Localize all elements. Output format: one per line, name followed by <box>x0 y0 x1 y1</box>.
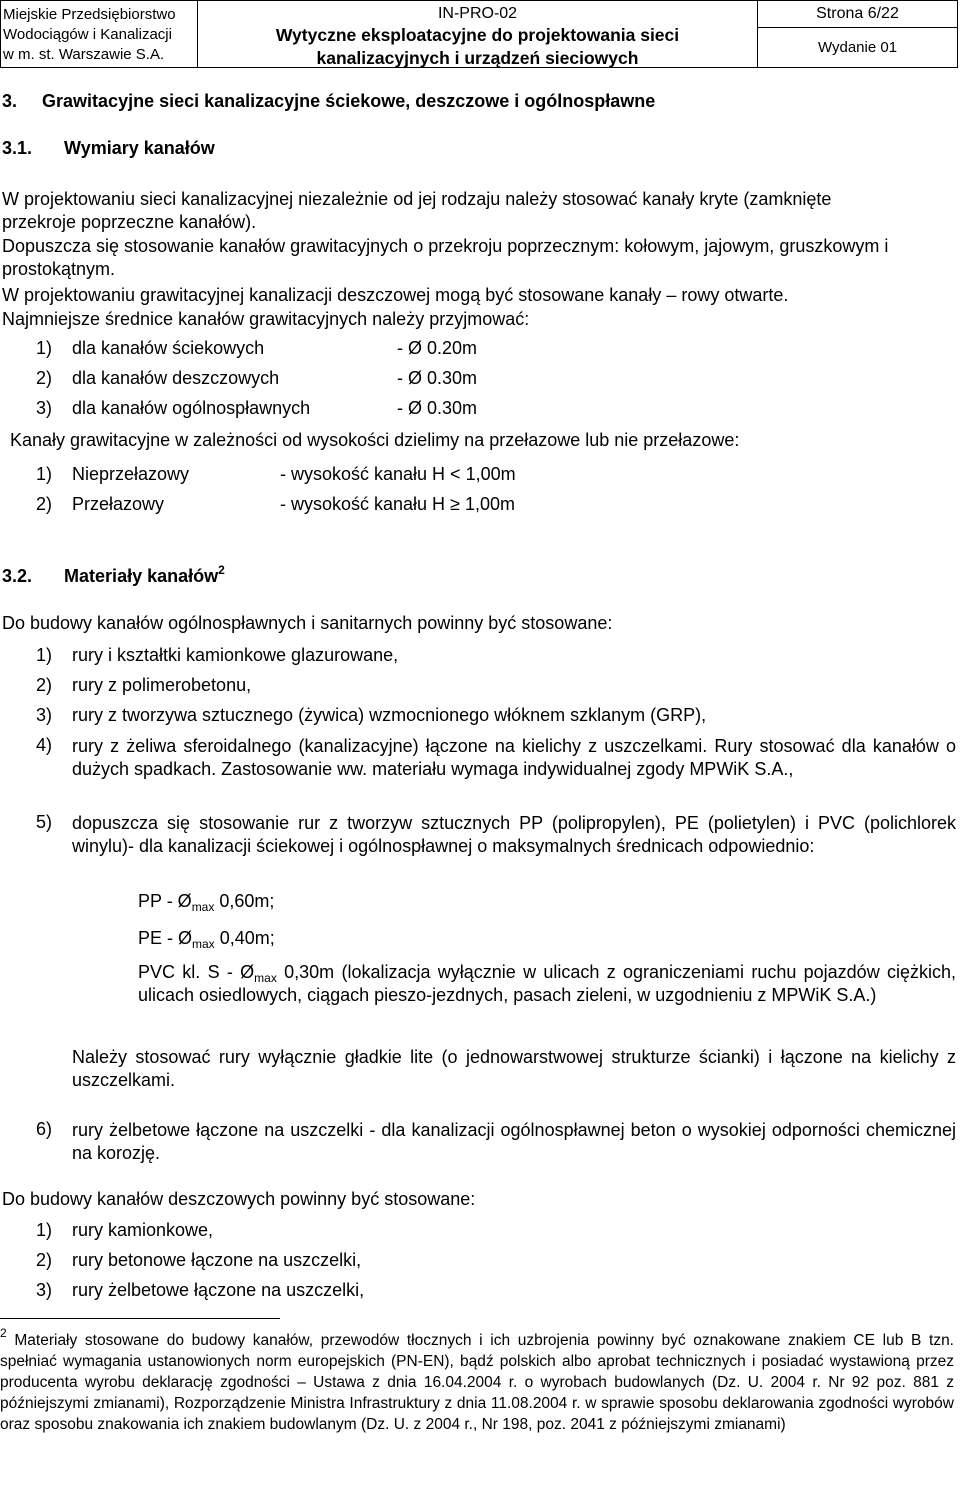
diameter-item-label: dla kanałów deszczowych <box>72 368 280 388</box>
type-item-num: 2) <box>36 494 53 514</box>
rain-item-num: 3) <box>36 1280 53 1300</box>
org-line-3: w m. st. Warszawie S.A. <box>3 46 165 63</box>
material-item-num: 4) <box>36 735 53 755</box>
rain-item-text: rury kamionkowe, <box>72 1220 214 1240</box>
diameter-item-num: 2) <box>36 368 53 388</box>
type-item-label: Przełazowy <box>72 494 165 514</box>
section-3-2-number: 3.2. <box>2 566 33 586</box>
material-item-text: rury z polimerobetonu, <box>72 675 252 695</box>
edition: Wydanie 01 <box>817 39 898 56</box>
material-item-text: dopuszcza się stosowanie rur z tworzyw sztucznych PP (polipropylen), PE (polietylen) i PVC (polichlorek winylu)- dla kanalizacji ściekowej i ogólnospławnej o maksymalnych średnicach odpowiednio: <box>72 813 956 856</box>
footnote-reference: 2 <box>218 563 225 577</box>
page-info-block <box>758 1 957 67</box>
material-item-num: 6) <box>36 1119 53 1139</box>
material-item-num: 1) <box>36 645 53 665</box>
material-item-text: rury z tworzywa sztucznego (żywica) wzmocnionego włóknem szklanym (GRP), <box>72 705 707 725</box>
rain-item-num: 2) <box>36 1250 53 1270</box>
paragraph-open-ditches: W projektowaniu grawitacyjnej kanalizacji deszczowej mogą być stosowane kanały – rowy otwarte. <box>2 285 789 305</box>
document-title-line-1: Wytyczne eksploatacyjne do projektowania sieci <box>275 25 680 45</box>
diameter-item-label: dla kanałów ogólnospławnych <box>72 398 311 418</box>
document-title <box>198 24 757 70</box>
material-item-text: rury z żeliwa sferoidalnego (kanalizacyjne) łączone na kielichy z uszczelkami. Rury stosować dla kanałów o dużych spadkach. Zastosowanie ww. materiału wymaga indywidualnej zgody MPWiK S.A., <box>72 736 956 779</box>
footnote-separator <box>0 1318 280 1319</box>
section-3-2-heading <box>2 563 225 587</box>
org-line-2: Wodociągów i Kanalizacji <box>3 26 172 43</box>
page-number: Strona 6/22 <box>816 5 899 22</box>
rain-item-text: rury żelbetowe łączone na uszczelki, <box>72 1280 365 1300</box>
type-item-label: Nieprzełazowy <box>72 464 190 484</box>
organization-block <box>1 1 198 67</box>
material-item-text: rury i kształtki kamionkowe glazurowane, <box>72 645 399 665</box>
footnote-mark: 2 <box>0 1326 7 1340</box>
paragraph-covered-channels: W projektowaniu sieci kanalizacyjnej niezależnie od jej rodzaju należy stosować kanały kryte (zamknięte przekroje poprzeczne kanałów). <box>2 189 832 232</box>
rain-item-num: 1) <box>36 1220 53 1240</box>
org-line-1: Miejskie Przedsiębiorstwo <box>3 6 176 23</box>
pvc-max-diameter: PVC kl. S - $Ø_{max}$ 0,30m (lokalizacja wyłącznie w ulicach z ograniczeniami ruchu pojazdów ciężkich, ulicach osiedlowych, ciągach pieszo-jezdnych, pasach zieleni, w uzgodnieniu z MPWiK S.A.) <box>138 962 957 1005</box>
material-item-text: rury żelbetowe łączone na uszczelki - dla kanalizacji ogólnospławnej beton o wysokiej odporności chemicznej na korozję. <box>72 1120 956 1163</box>
diameter-item-value: - Ø 0.30m <box>397 368 478 388</box>
paragraph-rain-intro: Do budowy kanałów deszczowych powinny być stosowane: <box>2 1189 476 1209</box>
section-3-number: 3. <box>2 91 18 111</box>
type-item-value: - wysokość kanału H < 1,00m <box>280 464 516 484</box>
material-item-num: 3) <box>36 705 53 725</box>
rain-item-text: rury betonowe łączone na uszczelki, <box>72 1250 362 1270</box>
section-3-1-number: 3.1. <box>2 138 33 158</box>
diameter-item-value: - Ø 0.30m <box>397 398 478 418</box>
document-title-line-2: kanalizacyjnych i urządzeń sieciowych <box>316 48 639 68</box>
material-item-num: 2) <box>36 675 53 695</box>
section-3-2-title: Materiały kanałów <box>64 566 219 586</box>
paragraph-cross-sections: Dopuszcza się stosowanie kanałów grawitacyjnych o przekroju poprzecznym: kołowym, jajowym, gruszkowym i prostokątnym. <box>2 236 889 279</box>
pe-max-diameter: PE - $Ø_{max}$ 0,40m; <box>138 928 275 951</box>
pp-max-diameter: PP - $Ø_{max}$ 0,60m; <box>138 891 275 914</box>
footnote <box>0 1326 954 1435</box>
paragraph-min-diameters: Najmniejsze średnice kanałów grawitacyjnych należy przyjmować: <box>2 309 530 329</box>
section-3-title: Grawitacyjne sieci kanalizacyjne ściekowe, deszczowe i ogólnospławne <box>42 91 656 111</box>
document-code: IN-PRO-02 <box>437 5 518 22</box>
diameter-item-num: 3) <box>36 398 53 418</box>
diameter-item-label: dla kanałów ściekowych <box>72 338 265 358</box>
paragraph-sanitary-intro: Do budowy kanałów ogólnospławnych i sanitarnych powinny być stosowane: <box>2 613 613 633</box>
document-header <box>0 0 958 68</box>
section-3-1-heading <box>2 138 215 159</box>
diameter-item-value: - Ø 0.20m <box>397 338 478 358</box>
smooth-pipes-note: Należy stosować rury wyłącznie gładkie lite (o jednowarstwowej strukturze ścianki) i łączone na kielichy z uszczelkami. <box>72 1047 956 1090</box>
section-3-heading <box>2 91 655 112</box>
document-title-block <box>198 1 758 67</box>
type-item-value: - wysokość kanału H ≥ 1,00m <box>280 494 515 514</box>
diameter-item-num: 1) <box>36 338 53 358</box>
footnote-text: Materiały stosowane do budowy kanałów, przewodów tłocznych i ich uzbrojenia powinny być oznakowane znakiem CE lub B tzn. spełniać wymagania ustanowionych norm europejskich (PN-EN), bądź polskich albo aprobat technicznych i posiadać wystawioną przez producenta wyrobu deklarację zgodności – Ustawa z dnia 16.04.2004 r. o wyrobach budowlanych (Dz. U. 2004 r. Nr 92 poz. 881 z późniejszymi zmianami), Rozporządzenie Ministra Infrastruktury z dnia 11.08.2004 r. w sprawie sposobu deklarowania zgodności wyrobów oraz sposobu znakowania ich znakiem budowlanym (Dz. U. z 2004 r., Nr 198, poz. 2041 z późniejszymi zmianami) <box>0 1332 954 1433</box>
section-3-1-title: Wymiary kanałów <box>64 138 215 158</box>
type-item-num: 1) <box>36 464 53 484</box>
material-item-num: 5) <box>36 812 53 832</box>
paragraph-channel-classes: Kanały grawitacyjne w zależności od wysokości dzielimy na przełazowe lub nie przełazowe: <box>10 430 740 450</box>
